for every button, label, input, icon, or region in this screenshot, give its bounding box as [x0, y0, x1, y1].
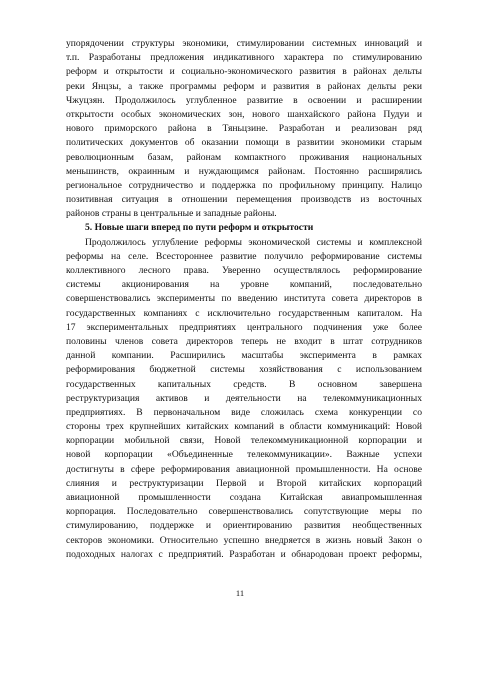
section-heading: 5. Новые шаги вперед по пути реформ и открытости [85, 222, 314, 234]
text-line: Чжуцзян. Продолжилось углубленное развитие в освоении и расширении [66, 94, 422, 106]
text-line: корпорация. Последовательно совершенствовались сопутствующие меры по [66, 506, 422, 518]
text-line: политических документов об оказании помощи в развитии экономики старым [66, 137, 422, 149]
text-line: реформирования бюджетной системы хозяйствования с использованием [66, 364, 422, 376]
text-line: государственных капитальных средств. В основном завершена [66, 378, 422, 390]
text-line: позитивная ситуация в отношении перемещения производств из восточных [66, 194, 422, 206]
page-number: 11 [235, 588, 245, 598]
text-line: региональное сотрудничество и поддержка по профильному принципу. Налицо [66, 179, 422, 191]
text-line: нового приморского района в Тяньцзине. Разработан и реализован ряд [66, 123, 422, 135]
text-line: стороны трех крупнейших китайских компаний в области коммуникаций: Новой [66, 421, 422, 433]
text-line: меньшинств, окраинным и нуждающимся районам. Постоянно расширялись [66, 165, 422, 177]
text-line: коллективного лесного права. Уверенно осуществлялось реформирование [66, 265, 422, 276]
paragraph [66, 37, 422, 221]
text-line: системы акционирования на уровне компаний, последовательно [66, 279, 422, 291]
text-line: стимулированию, поддержке и ориентированию развития необщественных [66, 520, 422, 532]
text-line: реформ и открытости и социально-экономического развития в районах дельты [66, 66, 422, 78]
text-line: корпорации мобильной связи, Новой телекоммуникационной корпорации и [66, 435, 422, 447]
text-line: предприятиях. В первоначальном виде сложилась схема конкуренции со [66, 406, 422, 418]
text-line: совершенствовались эксперименты по введению института совета директоров в [66, 293, 422, 305]
text-line: авиационной промышленности создана Китайская авиапромышленная [66, 492, 422, 503]
document-body [66, 37, 422, 562]
text-line: секторов экономики. Относительно успешно внедряется в жизнь новый Закон о [66, 534, 422, 546]
text-line: реструктуризация активов и деятельности на телекоммуникационных [66, 392, 422, 404]
text-line: государственных компаниях с исключительно государственным капиталом. На [66, 307, 422, 319]
text-line: т.п. Разработаны предложения индикативного характера по стимулированию [66, 52, 422, 64]
text-line: достигнуты в сфере реформирования авиационной промышленности. На основе [66, 463, 422, 475]
text-line: слияния и реструктуризации Первой и Второй китайских корпораций [66, 477, 422, 489]
text-line: Продолжилось углубление реформы экономической системы и комплексной [85, 236, 422, 248]
text-line: реки Янцзы, а также программы реформ и развития в районах дельты реки [66, 80, 422, 92]
text-line: половины членов совета директоров теперь не входит в штат сотрудников [66, 335, 422, 347]
text-line: упорядочении структуры экономики, стимулировании системных инноваций и [66, 38, 422, 49]
text-line: открытости особых экономических зон, нового шанхайского района Пудуи и [66, 108, 422, 120]
text-line: новой корпорации «Объединенные телекоммуникации». Важные успехи [66, 449, 422, 461]
text-line: революционным базам, районам компактного проживания национальных [66, 151, 422, 163]
text-line: районов страны в центральные и западные районы. [66, 208, 277, 220]
text-line: данной компании. Расширились масштабы эксперимента в рамках [66, 350, 422, 362]
text-line: реформы на селе. Всестороннее развитие получило реформирование системы [66, 250, 422, 262]
paragraph [66, 236, 422, 562]
text-line: 17 экспериментальных предприятиях центрального подчинения уже более [66, 321, 422, 333]
text-line: подоходных налогах с предприятий. Разработан и обнародован проект реформы, [66, 548, 422, 560]
